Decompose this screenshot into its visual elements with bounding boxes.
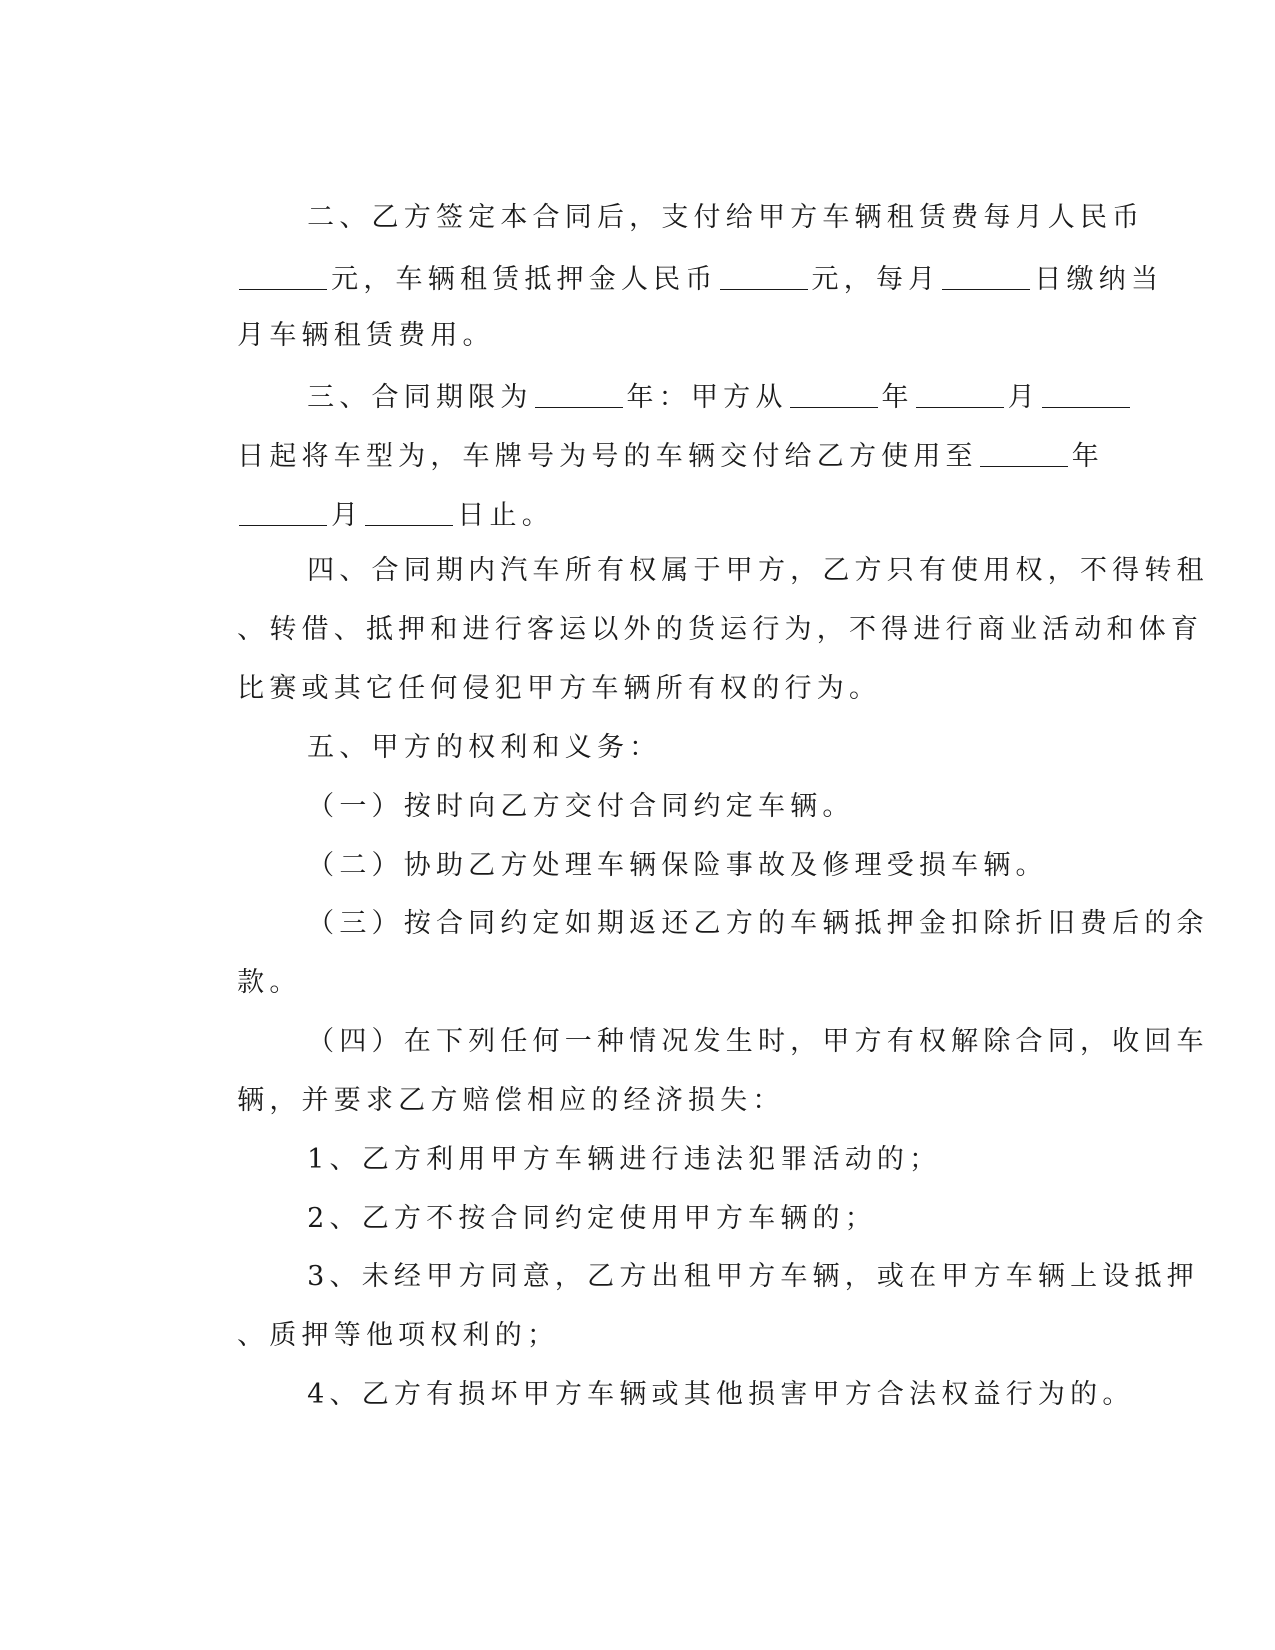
clause-5-item-2-text: （二）协助乙方处理车辆保险事故及修理受损车辆。 [307, 850, 1048, 881]
clause-4-text-2: 、转借、抵押和进行客运以外的货运行为，不得进行商业活动和体育 [237, 614, 1204, 645]
blank-field [720, 259, 808, 290]
clause-5-item-4-text-2: 辆，并要求乙方赔偿相应的经济损失： [237, 1085, 785, 1116]
clause-5-item-3-text-1: （三）按合同约定如期返还乙方的车辆抵押金扣除折旧费后的余 [307, 908, 1209, 939]
sub-item-1-text: 1、乙方利用甲方车辆进行违法犯罪活动的； [307, 1144, 942, 1175]
clause-2-text-2a: 元，车辆租赁抵押金人民币 [331, 264, 718, 295]
clause-4-text-3: 比赛或其它任何侵犯甲方车辆所有权的行为。 [237, 673, 882, 704]
clause-5-item-3-text-2: 款。 [237, 967, 302, 998]
sub-item-4 [252, 1341, 1135, 1449]
sub-item-3-text-1: 3、未经甲方同意，乙方出租甲方车辆，或在甲方车辆上设抵押 [307, 1261, 1199, 1292]
clause-3-text-2a: 日起将车型为，车牌号为号的车辆交付给乙方使用至 [237, 441, 978, 472]
clause-3-text-1a: 三、合同期限为 [307, 382, 533, 413]
clause-3-text-3a: 月 [331, 500, 364, 531]
sub-item-3-text-2: 、质押等他项权利的； [237, 1320, 560, 1351]
sub-item-4-text: 4、乙方有损坏甲方车辆或其他损害甲方合法权益行为的。 [307, 1379, 1135, 1410]
clause-3-text-1d: 月 [1007, 382, 1040, 413]
blank-field [942, 259, 1030, 290]
clause-3-text-2b: 年 [1071, 441, 1104, 472]
clause-5-item-3-line-1 [252, 870, 1209, 978]
clause-5-item-1-text: （一）按时向乙方交付合同约定车辆。 [307, 791, 855, 822]
clause-4-text-1: 四、合同期内汽车所有权属于甲方，乙方只有使用权，不得转租 [307, 555, 1209, 586]
clause-2-text-2b: 元，每月 [811, 264, 941, 295]
clause-2-text-1: 二、乙方签定本合同后，支付给甲方车辆租赁费每月人民币 [307, 202, 1145, 233]
clause-2-text-3: 月车辆租赁费用。 [237, 320, 495, 351]
clause-5-heading-text: 五、甲方的权利和义务： [307, 732, 662, 763]
clause-3-text-1b: 年：甲方从 [626, 382, 788, 413]
clause-3-text-3b: 日止。 [457, 500, 554, 531]
clause-5-item-4-text-1: （四）在下列任何一种情况发生时，甲方有权解除合同，收回车 [307, 1026, 1209, 1057]
blank-field [980, 436, 1068, 467]
clause-2-text-2c: 日缴纳当 [1034, 264, 1164, 295]
sub-item-2-text: 2、乙方不按合同约定使用甲方车辆的； [307, 1203, 877, 1234]
clause-3-text-1c: 年 [881, 382, 914, 413]
